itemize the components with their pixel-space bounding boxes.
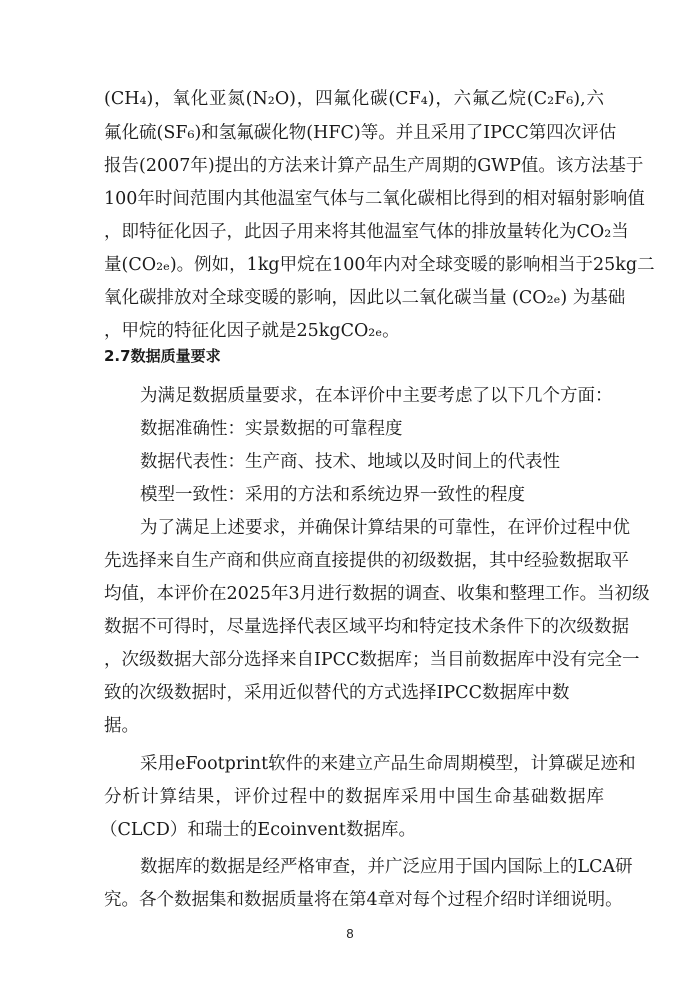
text-line: ，次级数据大部分选择来自IPCC数据库；当目前数据库中没有完全一 xyxy=(104,650,640,670)
text-line: 100年时间范围内其他温室气体与二氧化碳相比得到的相对辐射影响值 xyxy=(104,189,645,209)
text-line: 先选择来自生产商和供应商直接提供的初级数据，其中经验数据取平 xyxy=(104,551,629,571)
text-line: 均值，本评价在2025年3月进行数据的调查、收集和整理工作。当初级 xyxy=(104,584,650,604)
text-line: 数据不可得时，尽量选择代表区域平均和特定技术条件下的次级数据 xyxy=(104,617,629,637)
text-line: 采用eFootprint软件的来建立产品生命周期模型，计算碳足迹和 xyxy=(140,754,636,774)
text-line: 数据库的数据是经严格审查，并广泛应用于国内国际上的LCA研 xyxy=(140,857,633,877)
list-item: 数据准确性：实景数据的可靠程度 xyxy=(140,419,403,439)
text-line: （CLCD）和瑞士的Ecoinvent数据库。 xyxy=(100,820,416,840)
list-item: 模型一致性：采用的方法和系统边界一致性的程度 xyxy=(140,485,525,505)
text-line: 氟化硫(SF₆)和氢氟碳化物(HFC)等。并且采用了IPCC第四次评估 xyxy=(104,123,617,143)
section-heading: 2.7数据质量要求 xyxy=(104,347,221,365)
text-line: ，甲烷的特征化因子就是25kgCO₂ₑ。 xyxy=(104,321,400,341)
text-line: ，即特征化因子，此因子用来将其他温室气体的排放量转化为CO₂当 xyxy=(104,222,629,242)
text-line: 究。各个数据集和数据质量将在第4章对每个过程介绍时详细说明。 xyxy=(104,890,623,910)
text-line: 量(CO₂ₑ)。例如，1kg甲烷在100年内对全球变暖的影响相当于25kg二 xyxy=(104,255,655,275)
text-line: 报告(2007年)提出的方法来计算产品生产周期的GWP值。该方法基于 xyxy=(104,156,644,176)
list-item: 数据代表性：生产商、技术、地域以及时间上的代表性 xyxy=(140,452,560,472)
text-line: 为了满足上述要求，并确保计算结果的可靠性，在评价过程中优 xyxy=(140,518,630,538)
page-number: 8 xyxy=(346,926,354,941)
text-line: 据。 xyxy=(104,716,139,736)
text-line: 分析计算结果，评价过程中的数据库采用中国生命基础数据库 xyxy=(104,787,604,807)
section-intro: 为满足数据质量要求，在本评价中主要考虑了以下几个方面： xyxy=(140,386,613,406)
text-line: 氧化碳排放对全球变暖的影响，因此以二氧化碳当量 (CO₂ₑ) 为基础 xyxy=(104,288,626,308)
text-line: 致的次级数据时，采用近似替代的方式选择IPCC数据库中数 xyxy=(104,683,570,703)
text-line: (CH₄)，氧化亚氮(N₂O)，四氟化碳(CF₄)，六氟乙烷(C₂F₆),六 xyxy=(104,89,604,109)
